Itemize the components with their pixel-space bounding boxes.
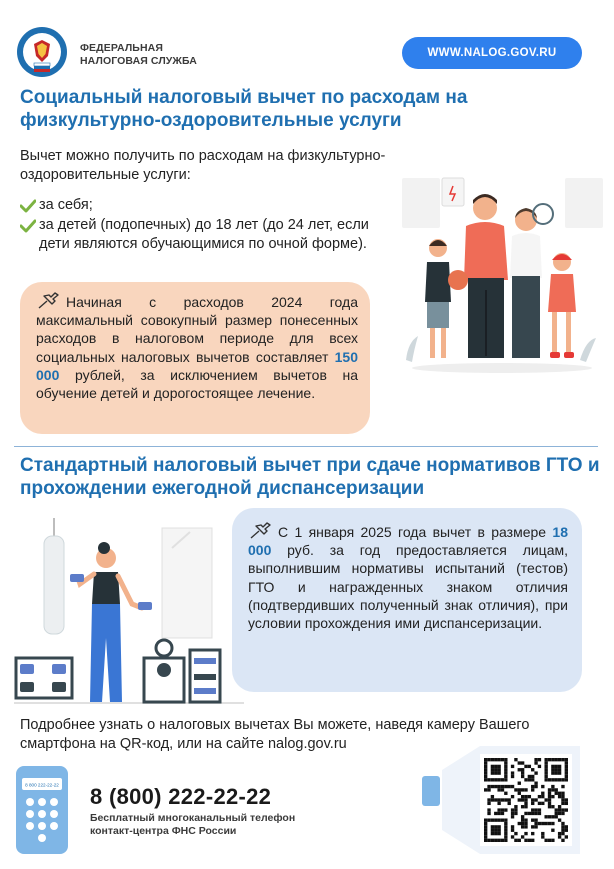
- section1-note-text-a: Начиная с расходов 2024 года максимальный совокупный размер понесенных расходов в налоговом периоде для всех социальных налоговых вычетов составляет: [36, 294, 358, 365]
- qr-code-icon[interactable]: [420, 746, 580, 854]
- org-name-line2: НАЛОГОВАЯ СЛУЖБА: [80, 55, 197, 67]
- section1-checklist: [20, 196, 400, 255]
- fns-emblem-icon: [16, 26, 68, 78]
- section-divider: [14, 446, 598, 447]
- family-sports-illustration: [400, 170, 605, 375]
- section1-note-text-b: рублей, за исключением вычетов на обучение детей и дорогостоящее лечение.: [36, 366, 358, 402]
- hotline-caption: [90, 812, 330, 838]
- more-info-text: Подробнее узнать о налоговых вычетах Вы можете, наведя камеру Вашего смартфона на QR-код, или на сайте nalog.gov.ru: [20, 717, 530, 752]
- gym-workout-illustration: [14, 518, 244, 710]
- org-name: [80, 42, 197, 68]
- org-name-line1: ФЕДЕРАЛЬНАЯ: [80, 42, 163, 54]
- site-link[interactable]: WWW.NALOG.GOV.RU: [402, 37, 582, 69]
- check-icon: [20, 198, 36, 214]
- section1-note: [20, 282, 370, 434]
- hotline-number[interactable]: 8 (800) 222-22-22: [90, 784, 272, 809]
- header: [0, 0, 614, 82]
- hotline-caption-line2: контакт-центра ФНС России: [90, 825, 237, 837]
- pushpin-icon: [36, 292, 62, 310]
- phone-screen-number: 8 800 222-22-22: [25, 782, 59, 788]
- check-item-self: за себя;: [39, 197, 93, 213]
- section2-note-text-b: руб. за год предоставляется лицам, выполнившим нормативы испытаний (тестов) ГТО и награжденных знаком отличия (подтвердивших полученный знак отличия), при условии прохождения ими диспансеризации.: [248, 542, 568, 632]
- check-item-children: за детей (подопечных) до 18 лет (до 24 лет, если дети являются обучающимися по очной форме).: [39, 217, 369, 252]
- phone-icon: [14, 764, 70, 856]
- section2-note: [232, 508, 582, 692]
- section2-title: Стандартный налоговый вычет при сдаче нормативов ГТО и прохождении ежегодной диспансеризации: [20, 455, 600, 499]
- hotline-caption-line1: Бесплатный многоканальный телефон: [90, 812, 296, 824]
- section1-note-amount: 150 000: [36, 348, 358, 383]
- list-item: [20, 216, 400, 254]
- section2-note-text-a: С 1 января 2025 года вычет в размере: [278, 524, 553, 540]
- section2-note-amount: 18 000: [248, 524, 568, 559]
- section1-title: Социальный налоговый вычет по расходам на физкультурно-оздоровительные услуги: [20, 87, 468, 131]
- list-item: [20, 196, 400, 215]
- section1-intro: Вычет можно получить по расходам на физкультурно-оздоровительные услуги:: [20, 148, 386, 183]
- pushpin-icon: [248, 522, 274, 540]
- check-icon: [20, 218, 36, 234]
